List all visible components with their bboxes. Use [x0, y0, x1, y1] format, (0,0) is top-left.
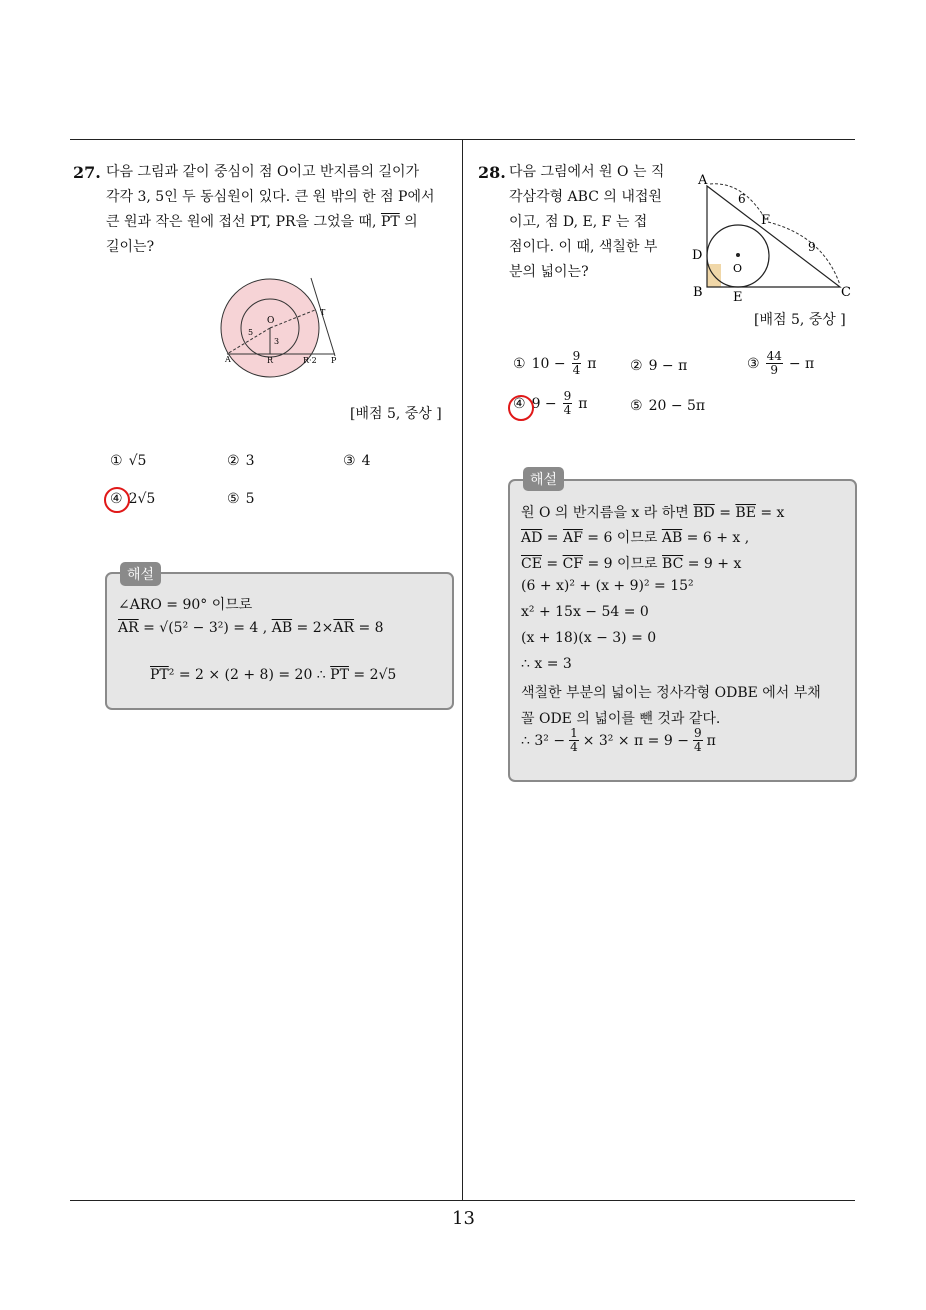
label-9: 9 [808, 240, 816, 254]
concentric-circles-figure [215, 272, 345, 382]
page-number: 13 [452, 1208, 475, 1229]
label-d: D [692, 248, 703, 263]
label-a: A [698, 173, 708, 188]
question-line: 이고, 점 D, E, F 는 접 [509, 214, 648, 230]
bottom-rule [70, 1200, 855, 1201]
center-dot [736, 253, 740, 257]
answer-mark [104, 487, 130, 513]
label-f: F [761, 213, 771, 228]
question-line: 점이다. 이 때, 색칠한 부 [509, 239, 658, 255]
choice-2[interactable]: ② 3 [227, 453, 255, 469]
label-o: O [733, 262, 743, 275]
solution-line: ∠ARO = 90° 이므로 [118, 597, 253, 613]
solution-line: $\overline{CE} = \overline{CF} = 9$ 이므로 $\overline{BC} = 9 + x$ [521, 556, 742, 572]
question-line: 다음 그림과 같이 중심이 점 O이고 반지름의 길이가 [106, 164, 420, 180]
solution-line: $\overline{PT}^2 = 2 \times (2 + 8) = 20$ ∴ $\overline{PT} = 2√5$ [150, 667, 397, 683]
label-p: P [331, 356, 337, 365]
question-text [509, 160, 684, 285]
label-c: C [841, 285, 851, 300]
question-line: 길이는? [106, 239, 155, 255]
solution-line: (6 + x)² + (x + 9)² = 15² [521, 578, 694, 594]
label-b: B [693, 285, 703, 300]
question-number: 27. [73, 163, 101, 182]
solution-line: 색칠한 부분의 넓이는 정사각형 ODBE 에서 부채 [521, 685, 821, 701]
question-text [106, 160, 456, 260]
choice-2[interactable]: ② 9 − π [630, 358, 688, 374]
solution-line: 원 O 의 반지름을 x 라 하면 $\overline{BD} = \overline{BE} = x$ [521, 505, 785, 521]
label-t: T [320, 308, 326, 317]
question-number: 28. [478, 163, 506, 182]
solution-line: (x + 18)(x − 3) = 0 [521, 630, 657, 646]
choice-4[interactable]: ④ 9 − $\frac{9}{4}$ π [513, 389, 588, 417]
solution-line: x² + 15x − 54 = 0 [521, 604, 649, 620]
choice-5[interactable]: ⑤ 5 [227, 491, 255, 507]
label-a: A [225, 355, 231, 364]
choice-1[interactable]: ① 10 − $\frac{9}{4}$ π [513, 349, 597, 377]
label-r: R [267, 356, 274, 365]
triangle-abc [707, 186, 840, 287]
solution-line: ∴ x = 3 [521, 656, 572, 672]
solution-tag: 해설 [120, 562, 161, 586]
label-5: 5 [248, 328, 254, 337]
choice-1[interactable]: ① √5 [110, 453, 147, 469]
choice-4[interactable]: ④ 2√5 [110, 491, 156, 507]
label-6: 6 [738, 192, 746, 206]
solution-line: ∴ 3² − $\frac{1}{4}$ × 3² × π = 9 − $\frac{9}{4}$ π [521, 726, 716, 754]
label-o: O [267, 316, 275, 326]
answer-mark [508, 395, 534, 421]
question-line: 각각 3, 5인 두 동심원이 있다. 큰 원 밖의 한 점 P에서 [106, 189, 435, 205]
column-divider [462, 139, 463, 1201]
arc-fc [768, 222, 840, 285]
label-3: 3 [274, 337, 280, 346]
question-line: 큰 원과 작은 원에 접선 PT, PR을 그었을 때, $\overline{PT}$ 의 [106, 214, 418, 230]
question-line: 다음 그림에서 원 O 는 직 [509, 164, 665, 180]
solution-line: 꼴 ODE 의 넓이를 뺀 것과 같다. [521, 711, 721, 727]
label-e: E [733, 290, 743, 305]
label-r2: R·2 [303, 356, 317, 365]
segment-pt: $\overline{PT}$ [380, 214, 400, 230]
score-meta: [배점 5, 중상 ] [754, 312, 846, 328]
solution-tag: 해설 [523, 467, 564, 491]
choice-3[interactable]: ③ $\frac{44}{9}$ − π [747, 349, 815, 377]
incircle-triangle-figure [688, 166, 858, 306]
choice-5[interactable]: ⑤ 20 − 5π [630, 398, 706, 414]
choice-3[interactable]: ③ 4 [343, 453, 371, 469]
question-line: 분의 넓이는? [509, 264, 589, 280]
solution-box [105, 572, 454, 710]
score-meta: [배점 5, 중상 ] [350, 406, 442, 422]
solution-line: $\overline{AR} = √(5^2 - 3^2) = 4$ , $\overline{AB} = 2\times\overline{AR} = 8$ [118, 620, 384, 636]
solution-line: $\overline{AD} = \overline{AF} = 6$ 이므로 $\overline{AB} = 6 + x$ , [521, 530, 750, 546]
question-line: 각삼각형 ABC 의 내접원 [509, 189, 662, 205]
